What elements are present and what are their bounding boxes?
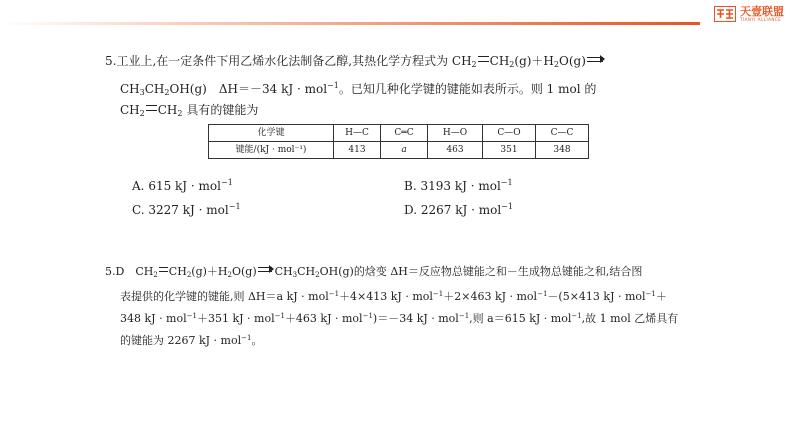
table-cell: C═C bbox=[381, 125, 428, 142]
answer-line-2: 表提供的化学键的键能,则 ΔH＝a kJ · mol$^{-1}$＋4×413 kJ · mol$^{-1}$＋2×463 kJ · mol$^{-1}$－(5×413 kJ · mol$^{-1}$＋ bbox=[120, 290, 667, 303]
option-d[interactable]: D. 2267 kJ · mol$^{-1}$ bbox=[404, 202, 513, 217]
question-line-2: $CH_3CH_2OH(g)$ ΔH＝－34 kJ · mol$^{-1}$。已知几种化学键的键能如表所示。则 1 mol 的 bbox=[120, 81, 597, 97]
table-row bbox=[209, 125, 589, 142]
bond-energy-table bbox=[208, 124, 589, 159]
table-header-cell: 化学键 bbox=[209, 125, 334, 142]
table-header-cell: 键能/(kJ · mol⁻¹) bbox=[209, 142, 334, 159]
answer-line-1: 5.D $CH_2$ $CH_2(g)+H_2O(g)$ $CH_3CH_2OH(g)$的焓变 ΔH＝反应物总键能之和－生成物总键能之和,结合图 bbox=[105, 265, 643, 279]
table-cell: 348 bbox=[536, 142, 589, 159]
table-cell: H—C bbox=[334, 125, 381, 142]
answer-line-3: 348 kJ · mol$^{-1}$＋351 kJ · mol$^{-1}$＋463 kJ · mol$^{-1}$)＝－34 kJ · mol$^{-1}$,则 a＝615 kJ · mol$^{-1}$,故 1 mol 乙烯具有 bbox=[120, 312, 679, 325]
logo-text: 天壹联盟 bbox=[740, 5, 784, 18]
table-cell: C—O bbox=[483, 125, 536, 142]
option-c[interactable]: C. 3227 kJ · mol$^{-1}$ bbox=[132, 202, 241, 217]
table-cell: 413 bbox=[334, 142, 381, 159]
logo-icon bbox=[714, 6, 736, 22]
double-bond-symbol bbox=[478, 56, 489, 62]
option-b[interactable]: B. 3193 kJ · mol$^{-1}$ bbox=[404, 178, 513, 193]
table-cell: 463 bbox=[428, 142, 483, 159]
header-bar bbox=[0, 0, 794, 26]
option-a[interactable]: A. 615 kJ · mol$^{-1}$ bbox=[132, 178, 233, 193]
table-cell: a bbox=[381, 142, 428, 159]
double-bond-symbol bbox=[159, 267, 168, 272]
header-accent-line bbox=[0, 22, 700, 25]
table-cell: H—O bbox=[428, 125, 483, 142]
question-line-1: 5.工业上,在一定条件下用乙烯水化法制备乙醇,其热化学方程式为 $CH_2$ $CH_2(g)+H_2O(g)$ bbox=[105, 55, 606, 71]
double-bond-symbol bbox=[146, 105, 157, 111]
equilibrium-arrow-icon bbox=[587, 57, 605, 63]
table-row bbox=[209, 142, 589, 159]
logo-subtext: TIANYI ALLIANCE bbox=[740, 17, 782, 22]
brand-logo bbox=[714, 4, 784, 24]
table-cell: C—C bbox=[536, 125, 589, 142]
question-number: 5. bbox=[105, 54, 117, 68]
question-line-3: $CH_2$ $CH_2$ 具有的键能为 bbox=[120, 103, 259, 118]
equilibrium-arrow-icon bbox=[258, 267, 274, 273]
table-cell: 351 bbox=[483, 142, 536, 159]
answer-line-4: 的键能为 2267 kJ · mol$^{-1}$。 bbox=[120, 334, 263, 347]
